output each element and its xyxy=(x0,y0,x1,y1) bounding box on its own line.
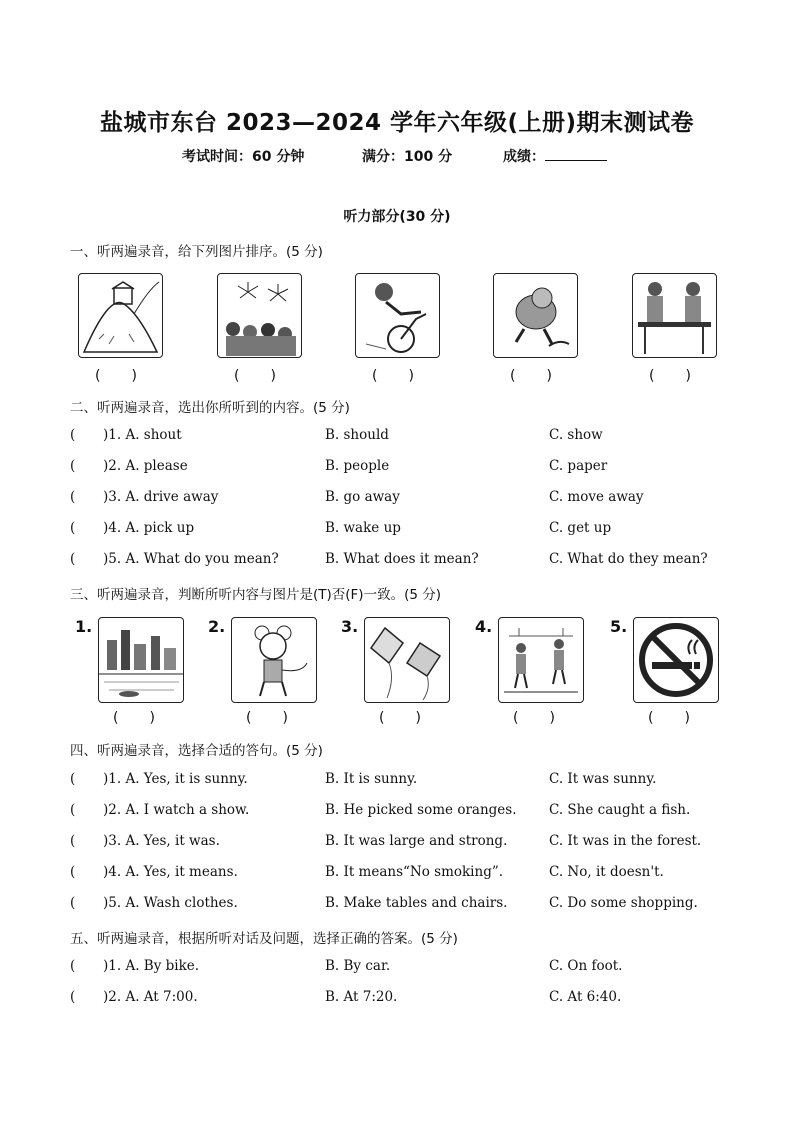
picture-people-at-table xyxy=(632,273,717,358)
option-a: )1. A. By bike. xyxy=(103,958,200,974)
option-b: B. By car. xyxy=(325,958,391,974)
option-c: C. move away xyxy=(549,489,644,505)
option-b: B. people xyxy=(325,458,390,474)
option-b: B. It was large and strong. xyxy=(325,833,508,849)
part3-number-2: 2. xyxy=(208,617,226,636)
answer-paren[interactable]: ( xyxy=(70,458,76,474)
answer-paren[interactable]: ( xyxy=(70,489,76,505)
option-a: )2. A. please xyxy=(103,458,188,474)
part3-instruction: 三、听两遍录音，判断所听内容与图片是(T)否(F)一致。(5 分) xyxy=(70,587,441,603)
answer-paren[interactable]: ( xyxy=(70,551,76,567)
part1-answer-2[interactable]: ( ) xyxy=(234,368,277,384)
answer-paren[interactable]: ( xyxy=(70,520,76,536)
answer-paren[interactable]: ( xyxy=(70,989,76,1005)
option-b: B. What does it mean? xyxy=(325,551,479,567)
picture-no-smoking xyxy=(633,617,719,703)
picture-people-walking xyxy=(498,617,584,703)
option-b: B. It is sunny. xyxy=(325,771,418,787)
part1-answer-1[interactable]: ( ) xyxy=(95,368,138,384)
option-a: )5. A. What do you mean? xyxy=(103,551,279,567)
option-b: B. should xyxy=(325,427,389,443)
option-b: B. At 7:20. xyxy=(325,989,398,1005)
part3-number-3: 3. xyxy=(341,617,359,636)
option-c: C. At 6:40. xyxy=(549,989,622,1005)
option-c: C. No, it doesn't. xyxy=(549,864,664,880)
option-b: B. Make tables and chairs. xyxy=(325,895,508,911)
grade-label: 成绩： xyxy=(503,149,545,165)
part1-instruction: 一、听两遍录音，给下列图片排序。(5 分) xyxy=(70,244,323,260)
option-c: C. It was in the forest. xyxy=(549,833,702,849)
part4-question-2 xyxy=(70,802,750,822)
page-title: 盐城市东台 2023—2024 学年六年级(上册)期末测试卷 xyxy=(99,110,695,136)
option-a: )1. A. Yes, it is sunny. xyxy=(103,771,248,787)
part4-question-5 xyxy=(70,895,750,915)
part5-instruction: 五、听两遍录音，根据所听对话及问题，选择正确的答案。(5 分) xyxy=(70,931,458,947)
listening-heading: 听力部分(30 分) xyxy=(343,209,451,225)
picture-boy-falling-bike xyxy=(355,273,440,358)
answer-paren[interactable]: ( xyxy=(70,771,76,787)
full-score: 满分：100 分 xyxy=(362,149,453,165)
option-c: C. On foot. xyxy=(549,958,623,974)
picture-hill-house xyxy=(78,273,163,358)
option-c: C. Do some shopping. xyxy=(549,895,698,911)
option-a: )4. A. Yes, it means. xyxy=(103,864,238,880)
option-b: B. wake up xyxy=(325,520,401,536)
option-b: B. He picked some oranges. xyxy=(325,802,517,818)
part3-number-4: 4. xyxy=(475,617,493,636)
part3-answer-5[interactable]: ( ) xyxy=(648,710,691,726)
option-c: C. She caught a fish. xyxy=(549,802,691,818)
option-a: )5. A. Wash clothes. xyxy=(103,895,238,911)
option-b: B. go away xyxy=(325,489,400,505)
part2-question-2 xyxy=(70,458,750,478)
option-a: )2. A. I watch a show. xyxy=(103,802,250,818)
part5-question-1 xyxy=(70,958,750,978)
answer-paren[interactable]: ( xyxy=(70,864,76,880)
part4-question-4 xyxy=(70,864,750,884)
part4-instruction: 四、听两遍录音，选择合适的答句。(5 分) xyxy=(70,743,323,759)
part2-instruction: 二、听两遍录音，选出你所听到的内容。(5 分) xyxy=(70,400,350,416)
picture-fireworks-crowd xyxy=(217,273,302,358)
picture-mouse-pirate xyxy=(231,617,317,703)
part2-question-5 xyxy=(70,551,750,571)
option-a: )4. A. pick up xyxy=(103,520,195,536)
part3-number-5: 5. xyxy=(610,617,628,636)
part3-answer-4[interactable]: ( ) xyxy=(513,710,556,726)
answer-paren[interactable]: ( xyxy=(70,958,76,974)
option-c: C. show xyxy=(549,427,603,443)
answer-paren[interactable]: ( xyxy=(70,895,76,911)
option-c: C. It was sunny. xyxy=(549,771,657,787)
option-a: )3. A. drive away xyxy=(103,489,219,505)
part1-answer-4[interactable]: ( ) xyxy=(510,368,553,384)
part3-answer-3[interactable]: ( ) xyxy=(379,710,422,726)
exam-time: 考试时间：60 分钟 xyxy=(182,149,305,165)
answer-paren[interactable]: ( xyxy=(70,833,76,849)
part4-question-3 xyxy=(70,833,750,853)
grade-blank[interactable] xyxy=(545,147,607,161)
part4-question-1 xyxy=(70,771,750,791)
part2-question-3 xyxy=(70,489,750,509)
option-c: C. paper xyxy=(549,458,608,474)
option-b: B. It means“No smoking”. xyxy=(325,864,504,880)
answer-paren[interactable]: ( xyxy=(70,802,76,818)
part3-answer-2[interactable]: ( ) xyxy=(246,710,289,726)
picture-pig-slipping xyxy=(493,273,578,358)
part3-answer-1[interactable]: ( ) xyxy=(113,710,156,726)
part3-number-1: 1. xyxy=(75,617,93,636)
picture-city-river xyxy=(98,617,184,703)
part1-answer-3[interactable]: ( ) xyxy=(372,368,415,384)
part2-question-1 xyxy=(70,427,750,447)
picture-kites xyxy=(364,617,450,703)
option-c: C. What do they mean? xyxy=(549,551,708,567)
option-a: )2. A. At 7:00. xyxy=(103,989,198,1005)
grade-field xyxy=(503,146,607,166)
part5-question-2 xyxy=(70,989,750,1009)
option-c: C. get up xyxy=(549,520,612,536)
part1-answer-5[interactable]: ( ) xyxy=(649,368,692,384)
answer-paren[interactable]: ( xyxy=(70,427,76,443)
part2-question-4 xyxy=(70,520,750,540)
option-a: )1. A. shout xyxy=(103,427,182,443)
option-a: )3. A. Yes, it was. xyxy=(103,833,220,849)
